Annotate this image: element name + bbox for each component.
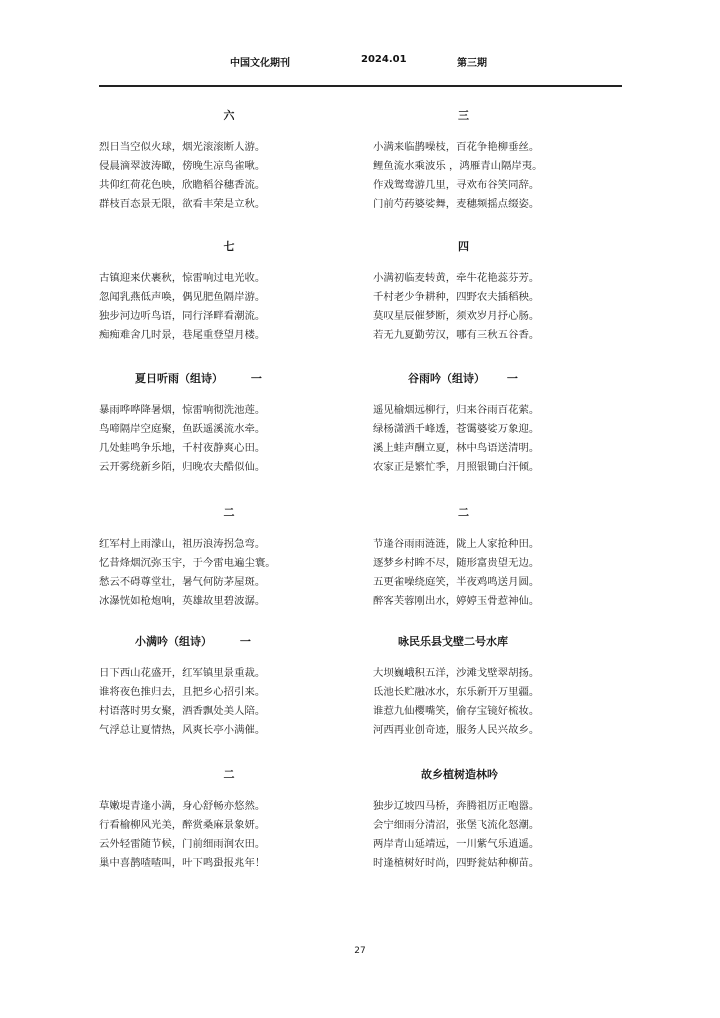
poem-line: 溪上蛙声酬立夏，林中鸟语送清明。 xyxy=(373,442,540,454)
poem-title xyxy=(99,632,359,652)
poem-title xyxy=(373,765,633,785)
poem-line: 千村老少争耕种，四野农夫插稻秧。 xyxy=(373,291,540,303)
poem-line: 鸟啼隔岸空庭聚，鱼跃遥溪流水牵。 xyxy=(99,423,266,435)
poem-line: 若无九夏勤劳汉，哪有三秋五谷香。 xyxy=(373,329,540,341)
poem-line: 醉客芙蓉刚出水，婷婷玉骨惹神仙。 xyxy=(373,595,540,607)
poem-title xyxy=(373,503,633,523)
poem-title xyxy=(99,237,359,257)
poem-line: 忆昔烽烟沉弥玉宇，于今雷电遍尘寰。 xyxy=(99,557,276,569)
poem-lines xyxy=(99,797,359,873)
poem-line: 云外轻雷随节候，门前细雨润农田。 xyxy=(99,838,266,850)
poem-title-text: 二 xyxy=(223,768,235,781)
poem-lines xyxy=(99,664,359,740)
poem-line: 小满初临麦转黄，牵牛花艳蕊芬芳。 xyxy=(373,272,540,284)
poem-title-text: 谷雨吟（组诗） xyxy=(408,372,485,385)
poem-line: 五更雀噪绕庭笑，半夜鸡鸣送月圆。 xyxy=(373,576,540,588)
poem-title xyxy=(99,503,359,523)
poem-line: 红军村上雨濛山，祖历浪涛拐急弯。 xyxy=(99,538,266,550)
poem-lines xyxy=(373,401,633,477)
poem xyxy=(373,632,633,740)
poem-line: 烈日当空似火球，烟光滚滚断人游。 xyxy=(99,141,266,153)
poem-title xyxy=(373,632,633,652)
poem-title-text: 咏民乐县戈壁二号水库 xyxy=(398,635,508,648)
poem-line: 愁云不碍尊堂壮，暑气何防茅屋斑。 xyxy=(99,576,266,588)
poem-line: 遥见榆烟远柳行，归来谷雨百花萦。 xyxy=(373,404,540,416)
poem xyxy=(99,632,359,740)
poem-title-text: 二 xyxy=(223,506,235,519)
poem-lines xyxy=(373,269,633,345)
poem-lines xyxy=(99,401,359,477)
poem-lines xyxy=(373,535,633,611)
poem-lines xyxy=(373,797,633,873)
poem xyxy=(373,106,633,214)
poem xyxy=(99,765,359,873)
poem-line: 独步河边听鸟语，同行泽畔看潮流。 xyxy=(99,310,266,322)
poem-line: 巢中喜鹊喳喳叫，叶下鸣蛩报兆年！ xyxy=(99,857,266,869)
poem-line: 气浮总让夏情热，风爽长亭小满催。 xyxy=(99,724,266,736)
page-number: 27 xyxy=(354,946,366,956)
poem-line: 大坝巍峨积五洋，沙滩戈壁翠胡扬。 xyxy=(373,667,540,679)
poem-title-text: 三 xyxy=(458,109,469,122)
poem-lines xyxy=(99,535,359,611)
poem-title xyxy=(99,106,359,126)
poem-title xyxy=(373,369,633,389)
poem-title-text: 小满吟（组诗） xyxy=(135,635,212,648)
poem-line: 莫叹星辰催梦断，须欢岁月抒心肠。 xyxy=(373,310,540,322)
poem-line: 会宁细雨分清沼，张堡飞流化怒潮。 xyxy=(373,819,540,831)
poem-title xyxy=(373,237,633,257)
poem-line: 古镇迎来伏裹秋，惊雷响过电光收。 xyxy=(99,272,266,284)
poem-part-number: 一 xyxy=(239,635,251,648)
poem xyxy=(373,503,633,611)
poem-title-text: 二 xyxy=(458,506,469,519)
poem-part-number: 一 xyxy=(506,372,518,385)
poem xyxy=(373,369,633,477)
poem-title xyxy=(99,765,359,785)
poem-line: 谁惹九仙樱嘴笑，偷存宝镜好梳妆。 xyxy=(373,705,540,717)
poem-line: 氐池长贮融冰水，东乐新开万里疆。 xyxy=(373,686,540,698)
poem-line: 几处蛙鸣争乐地，千村夜静爽心田。 xyxy=(99,442,266,454)
poem-line: 草嫩堤青逢小满，身心舒畅亦悠然。 xyxy=(99,800,266,812)
poem-line: 痴痴难舍几时景，巷尾重登望月楼。 xyxy=(99,329,266,341)
poem-line: 时逢植树好时尚，四野瓮姑种柳苗。 xyxy=(373,857,540,869)
poem xyxy=(99,369,359,477)
poem-line: 鲤鱼流水乘波乐 ，鸿雁青山隔岸夷。 xyxy=(373,160,543,172)
poem-title-text: 夏日听雨（组诗） xyxy=(135,372,223,385)
poem-line: 群枝百态景无限，欲看丰荣是立秋。 xyxy=(99,198,266,210)
poem-line: 绿杨潇洒千峰透，苍霭婆娑万象迎。 xyxy=(373,423,540,435)
header-rule xyxy=(99,85,622,87)
poem xyxy=(99,503,359,611)
poem-line: 逐梦乡村眸不尽，随形富贵望无边。 xyxy=(373,557,540,569)
poem-lines xyxy=(373,138,633,214)
poem-title xyxy=(373,106,633,126)
poem xyxy=(373,765,633,873)
poem-line: 暴雨哗哗降暑烟，惊雷响彻洗池莲。 xyxy=(99,404,266,416)
poem xyxy=(99,106,359,214)
poem-line: 独步辽坡四马桥，奔腾祖厉正咆嚣。 xyxy=(373,800,540,812)
poem-title-text: 七 xyxy=(223,240,235,253)
poem-line: 侵晨滴翠波涛瞰，傍晚生凉鸟雀啾。 xyxy=(99,160,266,172)
poem-line: 村语落时男女聚，酒香飘处美人陪。 xyxy=(99,705,266,717)
poem-lines xyxy=(373,664,633,740)
poem-part-number: 一 xyxy=(250,372,262,385)
poem-line: 忽闻乳燕低声唤，偶见肥鱼隔岸游。 xyxy=(99,291,266,303)
poem-line: 作戏鸳鸯游几里，寻欢布谷笑同辞。 xyxy=(373,179,540,191)
poem-line: 节逢谷雨雨涟涟，陇上人家抢种田。 xyxy=(373,538,540,550)
poem xyxy=(99,237,359,345)
poem-title-text: 四 xyxy=(458,240,469,253)
issue-date: 2024.01 xyxy=(361,54,407,65)
poem-line: 河西再业创奇迹，服务人民兴故乡。 xyxy=(373,724,540,736)
poem-line: 小满来临鹊噪枝，百花争艳柳垂丝。 xyxy=(373,141,540,153)
poem-line: 云开雾绕新乡陌，归晚农夫酷似仙。 xyxy=(99,461,266,473)
poem-title-text: 故乡植树造林吟 xyxy=(421,768,498,781)
poem-line: 农家正是繁忙季，月照银锄白汗倾。 xyxy=(373,461,540,473)
poem xyxy=(373,237,633,345)
poem-line: 两岸青山延靖远，一川紫气乐逍遥。 xyxy=(373,838,540,850)
poem-lines xyxy=(99,138,359,214)
poem-line: 门前芍药婆娑舞，麦穗频摇点缀姿。 xyxy=(373,198,540,210)
poem-lines xyxy=(99,269,359,345)
poem-line: 日下西山花盛开，红军镇里景重裁。 xyxy=(99,667,266,679)
poem-line: 谁将夜色推归去，且把乡心招引来。 xyxy=(99,686,266,698)
poem-title-text: 六 xyxy=(223,109,235,122)
journal-name: 中国文化期刊 xyxy=(230,58,290,69)
poem-line: 行看榆柳风光美，醉赏桑麻景象妍。 xyxy=(99,819,266,831)
poem-title xyxy=(99,369,359,389)
poem-line: 共仰红荷花色映，欣瞻稻谷穗香流。 xyxy=(99,179,266,191)
poem-line: 冰瀑恍如枪炮响，英雄故里碧波潺。 xyxy=(99,595,266,607)
issue-number: 第三期 xyxy=(457,58,487,69)
